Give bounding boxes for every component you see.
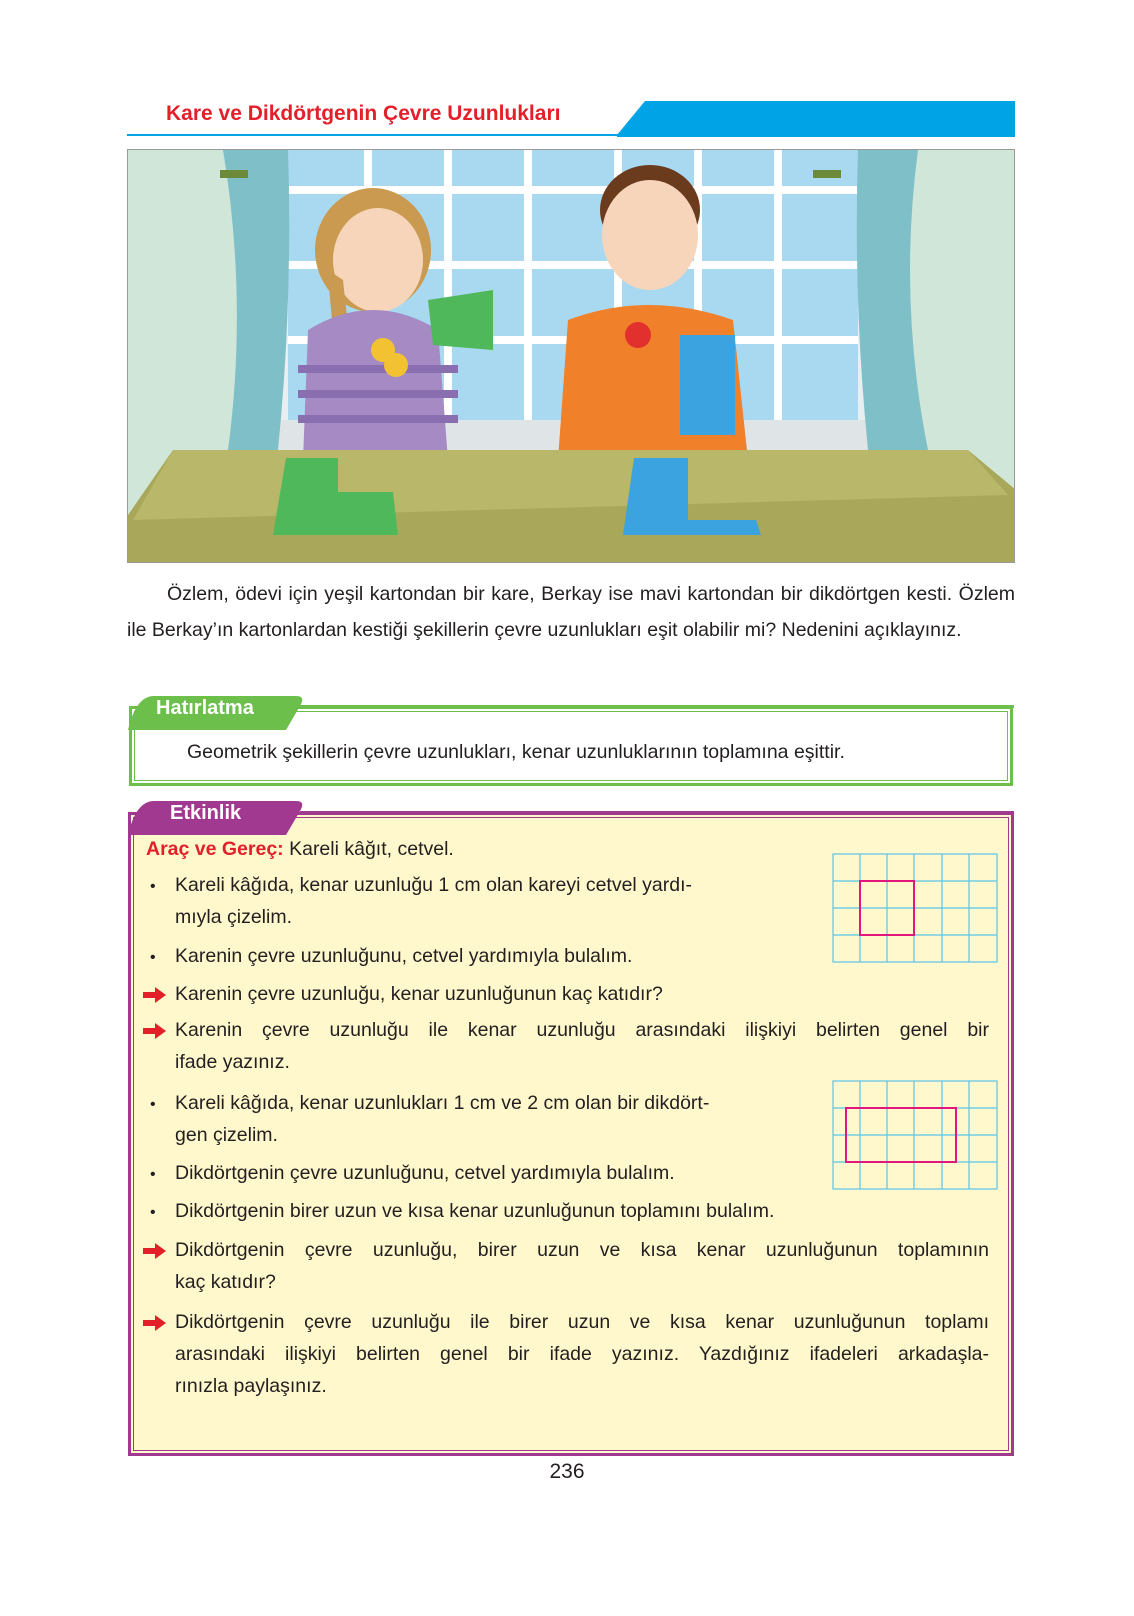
- item-2-line-1: Karenin çevre uzunluğunu, cetvel yardımıyla bulalım.: [175, 945, 633, 967]
- bullet-icon: •: [150, 1204, 156, 1221]
- blue-paper: [680, 335, 735, 435]
- materials-label: Araç ve Gereç:: [146, 838, 284, 860]
- item-1-line-2: mıyla çizelim.: [175, 906, 293, 928]
- green-paper: [428, 290, 493, 350]
- bullet-icon: •: [150, 1166, 156, 1183]
- item-8-line-2: kaç katıdır?: [175, 1271, 276, 1293]
- materials-line: [146, 838, 454, 861]
- item-5-line-1: Kareli kâğıda, kenar uzunlukları 1 cm ve 2 cm olan bir dikdört-: [175, 1092, 710, 1114]
- arrow-icon: [141, 1242, 167, 1260]
- item-4-line-2: ifade yazınız.: [175, 1051, 290, 1073]
- section-title: Kare ve Dikdörtgenin Çevre Uzunlukları: [166, 102, 561, 125]
- square-grid-drawing: [832, 853, 998, 963]
- bullet-icon: •: [150, 949, 156, 966]
- intro-text: Özlem, ödevi için yeşil kartondan bir kare, Berkay ise mavi kartondan bir dikdörtgen kesti. Özlem ile Berkay’ın kartonlardan kestiği şekillerin çevre uzunlukları eşit olabilir mi? Nedenini açıklayınız.: [127, 583, 1015, 641]
- children-cutting-paper-illustration: [128, 150, 1015, 563]
- bullet-icon: •: [150, 878, 156, 895]
- page-number: 236: [549, 1460, 585, 1483]
- header-underline: [127, 134, 630, 136]
- activity-top-line: [300, 811, 1014, 814]
- materials-text: Kareli kâğıt, cetvel.: [283, 838, 454, 860]
- item-9-line-3: rınızla paylaşınız.: [175, 1375, 327, 1397]
- intro-paragraph: [127, 576, 1015, 648]
- arrow-icon: [141, 986, 167, 1004]
- rectangle-grid-drawing: [832, 1080, 998, 1190]
- item-7-line-1: Dikdörtgenin birer uzun ve kısa kenar uzunluğunun toplamını bulalım.: [175, 1200, 775, 1222]
- header-band: [617, 101, 1015, 137]
- item-1-line-1: Kareli kâğıda, kenar uzunluğu 1 cm olan kareyi cetvel yardı-: [175, 874, 693, 896]
- reminder-text: Geometrik şekillerin çevre uzunlukları, kenar uzunluklarının toplamına eşittir.: [187, 741, 845, 763]
- item-6-line-1: Dikdörtgenin çevre uzunluğunu, cetvel yardımıyla bulalım.: [175, 1162, 675, 1184]
- item-5-line-2: gen çizelim.: [175, 1124, 278, 1146]
- item-4-line-1: Karenin çevre uzunluğu ile kenar uzunluğu arasındaki ilişkiyi belirten genel bir: [175, 1019, 989, 1041]
- item-9-line-1: Dikdörtgenin çevre uzunluğu ile birer uzun ve kısa kenar uzunluğunun toplamı: [175, 1311, 989, 1333]
- item-3-line-1: Karenin çevre uzunluğu, kenar uzunluğunun kaç katıdır?: [175, 983, 663, 1005]
- reminder-title: Hatırlatma: [156, 697, 254, 719]
- item-8-line-1: Dikdörtgenin çevre uzunluğu, birer uzun ve kısa kenar uzunluğunun toplamının: [175, 1239, 989, 1261]
- reminder-top-line: [300, 705, 1014, 708]
- activity-title: Etkinlik: [170, 802, 242, 824]
- item-9-line-2: arasındaki ilişkiyi belirten genel bir ifade yazınız. Yazdığınız ifadeleri arkadaşla-: [175, 1343, 989, 1365]
- arrow-icon: [141, 1022, 167, 1040]
- arrow-icon: [141, 1314, 167, 1332]
- bullet-icon: •: [150, 1096, 156, 1113]
- illustration: [127, 149, 1015, 563]
